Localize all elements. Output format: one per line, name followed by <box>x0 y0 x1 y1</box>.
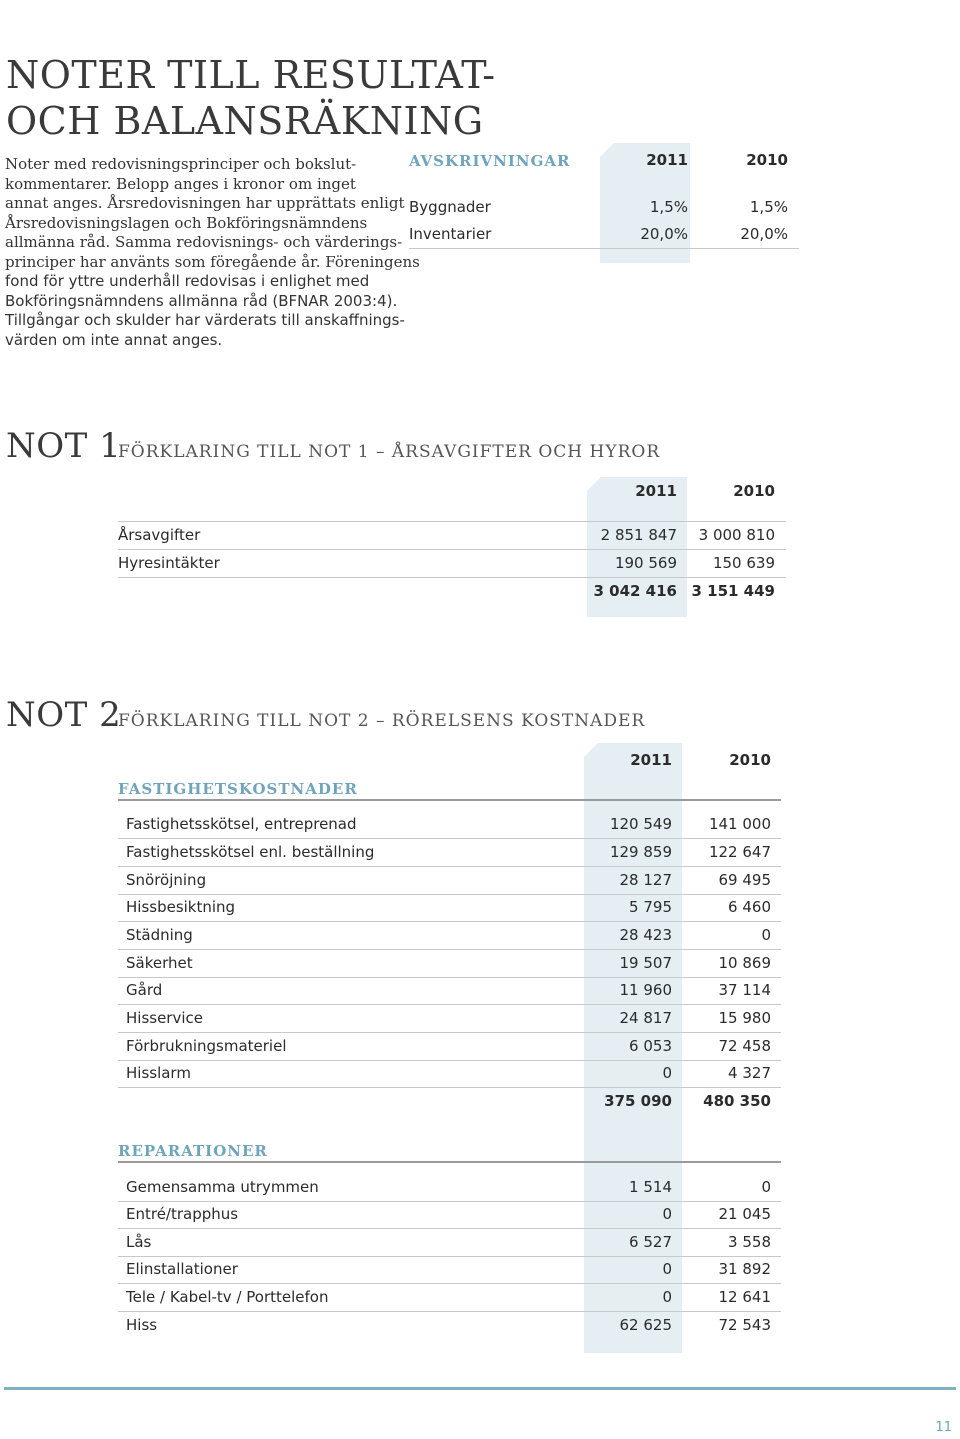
avskrivningar-year-2010: 2010 <box>746 151 788 169</box>
value-2010: 20,0% <box>740 225 788 243</box>
value-2010: 4 327 <box>728 1064 771 1082</box>
value-2011: 1,5% <box>649 198 688 216</box>
value-2011: 6 053 <box>629 1037 672 1055</box>
value-2010: 3 558 <box>728 1233 771 1251</box>
intro-line: annat anges. Årsredovisningen har upprättats enligt <box>5 194 405 212</box>
table-row <box>118 894 781 922</box>
intro-line: kommentarer. Belopp anges i kronor om inget <box>5 174 356 193</box>
note-2-year-2010: 2010 <box>729 751 771 769</box>
total-row <box>118 1088 781 1115</box>
value-2011: 62 625 <box>619 1316 672 1334</box>
row-label: Hisservice <box>126 1009 203 1027</box>
row-label: Snöröjning <box>126 871 207 889</box>
table-row <box>118 811 781 839</box>
value-2010: 69 495 <box>718 871 771 889</box>
footer-rule <box>4 1387 956 1390</box>
page-title <box>6 52 566 144</box>
intro-line: fond för yttre underhåll redovisas i enlighet med <box>5 272 370 290</box>
value-2011: 28 127 <box>619 871 672 889</box>
value-2010: 0 <box>761 926 771 944</box>
total-row <box>118 578 786 605</box>
intro-line: Noter med redovisningsprinciper och bokslut- <box>5 155 357 173</box>
table-row <box>409 194 799 221</box>
value-2011: 20,0% <box>640 225 688 243</box>
value-2010: 10 869 <box>718 954 771 972</box>
table-row <box>118 1284 781 1312</box>
value-2010: 141 000 <box>708 815 771 833</box>
value-2011: 1 514 <box>629 1178 672 1196</box>
table-row <box>118 950 781 978</box>
row-label: Hyresintäkter <box>118 554 220 572</box>
value-2011: 2 851 847 <box>600 526 677 544</box>
total-2011: 375 090 <box>604 1092 672 1110</box>
intro-line: Tillgångar och skulder har värderats till anskaffnings- <box>5 311 405 329</box>
value-2010: 72 458 <box>718 1037 771 1055</box>
table-row <box>118 1312 781 1339</box>
row-label: Hiss <box>126 1316 158 1334</box>
fastighetskostnader-heading: FASTIGHETSKOSTNADER <box>118 780 358 798</box>
value-2010: 15 980 <box>718 1009 771 1027</box>
total-2010: 3 151 449 <box>691 582 775 600</box>
row-label: Städning <box>126 926 193 944</box>
value-2011: 190 569 <box>614 554 677 572</box>
note-2-title: FÖRKLARING TILL NOT 2 – RÖRELSENS KOSTNADER <box>118 711 646 731</box>
reparation-heading-rule <box>118 1161 781 1163</box>
page-title-line-2: OCH BALANSRÄKNING <box>6 99 484 143</box>
row-label: Entré/trapphus <box>126 1205 239 1223</box>
table-row <box>118 1033 781 1061</box>
note-1-title: FÖRKLARING TILL NOT 1 – ÅRSAVGIFTER OCH HYROR <box>118 442 661 462</box>
intro-text <box>5 155 420 350</box>
note-2-number: NOT 2 <box>6 695 122 735</box>
value-2010: 6 460 <box>728 898 771 916</box>
table-row <box>118 977 781 1005</box>
row-label: Fastighetsskötsel, entreprenad <box>126 815 357 833</box>
table-row <box>118 1229 781 1257</box>
value-2010: 21 045 <box>718 1205 771 1223</box>
row-label: Fastighetsskötsel enl. beställning <box>126 843 375 861</box>
value-2010: 72 543 <box>718 1316 771 1334</box>
row-label: Hissbesiktning <box>126 898 236 916</box>
total-2010: 480 350 <box>703 1092 771 1110</box>
value-2010: 122 647 <box>708 843 771 861</box>
value-2010: 3 000 810 <box>698 526 775 544</box>
avskrivningar-year-2011: 2011 <box>646 151 688 169</box>
value-2011: 120 549 <box>609 815 672 833</box>
table-row <box>118 867 781 895</box>
value-2011: 24 817 <box>619 1009 672 1027</box>
table-row <box>118 550 786 578</box>
row-label: Årsavgifter <box>118 526 201 544</box>
row-label: Elinstallationer <box>126 1260 238 1278</box>
row-label: Tele / Kabel-tv / Porttelefon <box>126 1288 329 1306</box>
intro-line: principer har använts som föregående år. Föreningens <box>5 252 420 271</box>
table-row <box>118 1256 781 1284</box>
row-label: Gård <box>126 981 163 999</box>
value-2010: 37 114 <box>718 981 771 999</box>
value-2010: 0 <box>761 1178 771 1196</box>
table-row <box>118 1060 781 1088</box>
value-2010: 12 641 <box>718 1288 771 1306</box>
value-2011: 0 <box>662 1260 672 1278</box>
value-2011: 19 507 <box>619 954 672 972</box>
intro-line: värden om inte annat anges. <box>5 330 223 349</box>
value-2011: 0 <box>662 1205 672 1223</box>
note-1-year-2011: 2011 <box>635 482 677 500</box>
note-2-year-2011: 2011 <box>630 751 672 769</box>
value-2011: 28 423 <box>619 926 672 944</box>
row-label: Inventarier <box>409 225 492 243</box>
table-row <box>118 1201 781 1229</box>
table-row <box>118 522 786 550</box>
row-label: Förbrukningsmateriel <box>126 1037 287 1055</box>
page-number: 11 <box>935 1420 952 1435</box>
fastighet-heading-rule <box>118 799 781 801</box>
row-label: Lås <box>126 1233 152 1251</box>
value-2010: 31 892 <box>718 1260 771 1278</box>
table-row <box>118 1174 781 1202</box>
value-2011: 0 <box>662 1288 672 1306</box>
intro-line: allmänna råd. Samma redovisnings- och värderings- <box>5 233 403 251</box>
value-2011: 0 <box>662 1064 672 1082</box>
reparationer-heading: REPARATIONER <box>118 1142 268 1160</box>
value-2011: 5 795 <box>629 898 672 916</box>
row-label: Hisslarm <box>126 1064 191 1082</box>
note-1-year-2010: 2010 <box>733 482 775 500</box>
intro-line: Årsredovisningslagen och Bokföringsnämndens <box>5 213 368 232</box>
value-2011: 6 527 <box>629 1233 672 1251</box>
row-label: Gemensamma utrymmen <box>126 1178 319 1196</box>
value-2011: 129 859 <box>609 843 672 861</box>
note-1-number: NOT 1 <box>6 426 122 466</box>
value-2010: 150 639 <box>712 554 775 572</box>
table-row <box>409 221 799 249</box>
row-label: Byggnader <box>409 198 491 216</box>
value-2011: 11 960 <box>619 981 672 999</box>
row-label: Säkerhet <box>126 954 193 972</box>
page-title-line-1: NOTER TILL RESULTAT- <box>6 53 496 97</box>
total-2011: 3 042 416 <box>593 582 677 600</box>
intro-line: Bokföringsnämndens allmänna råd (BFNAR 2003:4). <box>5 291 398 310</box>
value-2010: 1,5% <box>749 198 788 216</box>
avskrivningar-heading: AVSKRIVNINGAR <box>409 152 571 170</box>
table-row <box>118 922 781 950</box>
table-row <box>118 1005 781 1033</box>
table-row <box>118 839 781 867</box>
